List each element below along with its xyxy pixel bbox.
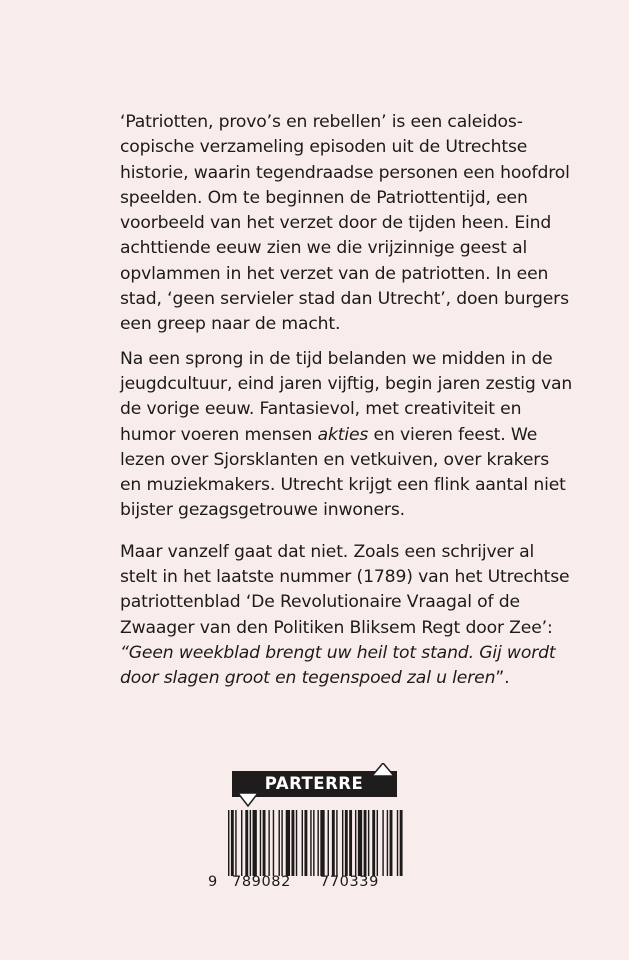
isbn-barcode — [208, 810, 408, 900]
text-line: een greep naar de macht. — [120, 314, 341, 335]
barcode-digits — [208, 874, 408, 896]
barcode-bar — [231, 810, 234, 876]
barcode-digit-group-2: 770339 — [320, 874, 379, 890]
barcode-bar — [278, 810, 279, 876]
barcode-bar — [364, 810, 367, 876]
barcode-bar — [235, 810, 236, 876]
barcode-bar — [296, 810, 297, 876]
text-line: copische verzameling episoden uit de Utrechtse — [120, 137, 528, 158]
barcode-bar — [245, 810, 248, 876]
barcode-bar — [281, 810, 282, 876]
text-line: stad, ‘geen servieler stad dan Utrecht’, doen burgers — [120, 289, 569, 310]
blurb-paragraph-3 — [120, 540, 570, 692]
barcode-bar — [253, 810, 257, 876]
barcode-bar — [372, 810, 375, 876]
text-line: Na een sprong in de tijd belanden we midden in de — [120, 348, 553, 369]
text-line: patriottenblad ‘De Revolutionaire Vraagal of de — [120, 592, 520, 613]
text-line: ‘Patriotten, provo’s en rebellen’ is een caleidos- — [120, 112, 523, 132]
text-segment: en vieren feest. We — [368, 424, 538, 445]
barcode-bar — [317, 810, 318, 876]
barcode-bar — [241, 810, 242, 876]
text-line: stelt in het laatste nummer (1789) van het Utrechtse — [120, 567, 570, 588]
blurb-paragraph-1 — [120, 110, 570, 338]
quote-text: door slagen groot en tegenspoed zal u leren — [120, 668, 496, 689]
barcode-bar — [302, 810, 303, 876]
barcode-bar — [332, 810, 335, 876]
publisher-logo — [230, 762, 402, 808]
text-line: en muziekmakers. Utrecht krijgt een flink aantal niet — [120, 475, 566, 496]
barcode-bar — [400, 810, 403, 876]
barcode-bar — [250, 810, 251, 876]
barcode-bar — [286, 810, 290, 876]
quote-line: “Geen weekblad brengt uw heil tot stand. Gij wordt — [120, 642, 556, 663]
text-line: opvlammen in het verzet van de patriotten. In een — [120, 263, 549, 284]
barcode-bar — [387, 810, 388, 876]
barcode-digit-group-1: 789082 — [232, 874, 291, 890]
barcode-bar — [313, 810, 314, 876]
text-segment: humor voeren mensen — [120, 424, 318, 445]
barcode-bar — [320, 810, 324, 876]
barcode-bar — [273, 810, 274, 876]
text-line: voorbeeld van het verzet door de tijden heen. Eind — [120, 213, 552, 234]
barcode-bar — [328, 810, 329, 876]
barcode-bars — [228, 810, 404, 876]
barcode-bar — [268, 810, 269, 876]
barcode-bar — [263, 810, 266, 876]
barcode-bar — [228, 810, 229, 876]
barcode-bar — [390, 810, 393, 876]
publisher-name: PARTERRE — [264, 774, 364, 793]
barcode-bar — [304, 810, 307, 876]
quote-line — [120, 666, 540, 691]
text-line: speelden. Om te beginnen de Patriottentijd, een — [120, 187, 528, 208]
barcode-bar — [382, 810, 383, 876]
text-line — [120, 423, 540, 448]
text-line: achttiende eeuw zien we die vrijzinnige geest al — [120, 238, 528, 259]
text-line: Zwaager van den Politiken Bliksem Regt door Zee’: — [120, 617, 553, 638]
quote-close: ”. — [495, 668, 510, 689]
barcode-bar — [345, 810, 348, 876]
barcode-bar — [342, 810, 343, 876]
barcode-bar — [397, 810, 398, 876]
barcode-bar — [310, 810, 311, 876]
barcode-bar — [358, 810, 362, 876]
text-line: jeugdcultuur, eind jaren vijftig, begin jaren zestig van — [120, 373, 573, 394]
text-line: lezen over Sjorsklanten en vetkuiven, over krakers — [120, 449, 549, 470]
barcode-bar — [368, 810, 369, 876]
text-line: bijster gezagsgetrouwe inwoners. — [120, 500, 405, 521]
barcode-digit-first: 9 — [208, 874, 218, 890]
italic-word: akties — [317, 424, 369, 445]
text-line: Maar vanzelf gaat dat niet. Zoals een schrijver al — [120, 541, 535, 562]
back-cover-blurb — [120, 110, 573, 692]
barcode-bar — [291, 810, 294, 876]
triangle-up-icon — [372, 763, 394, 777]
text-line: de vorige eeuw. Fantasievol, met creativiteit en — [120, 399, 522, 420]
blurb-paragraph-2 — [120, 347, 573, 524]
barcode-bar — [349, 810, 352, 876]
barcode-bar — [260, 810, 261, 876]
text-line: historie, waarin tegendraadse personen een hoofdrol — [120, 162, 570, 183]
barcode-bar — [336, 810, 337, 876]
barcode-bar — [377, 810, 378, 876]
barcode-bar — [355, 810, 356, 876]
